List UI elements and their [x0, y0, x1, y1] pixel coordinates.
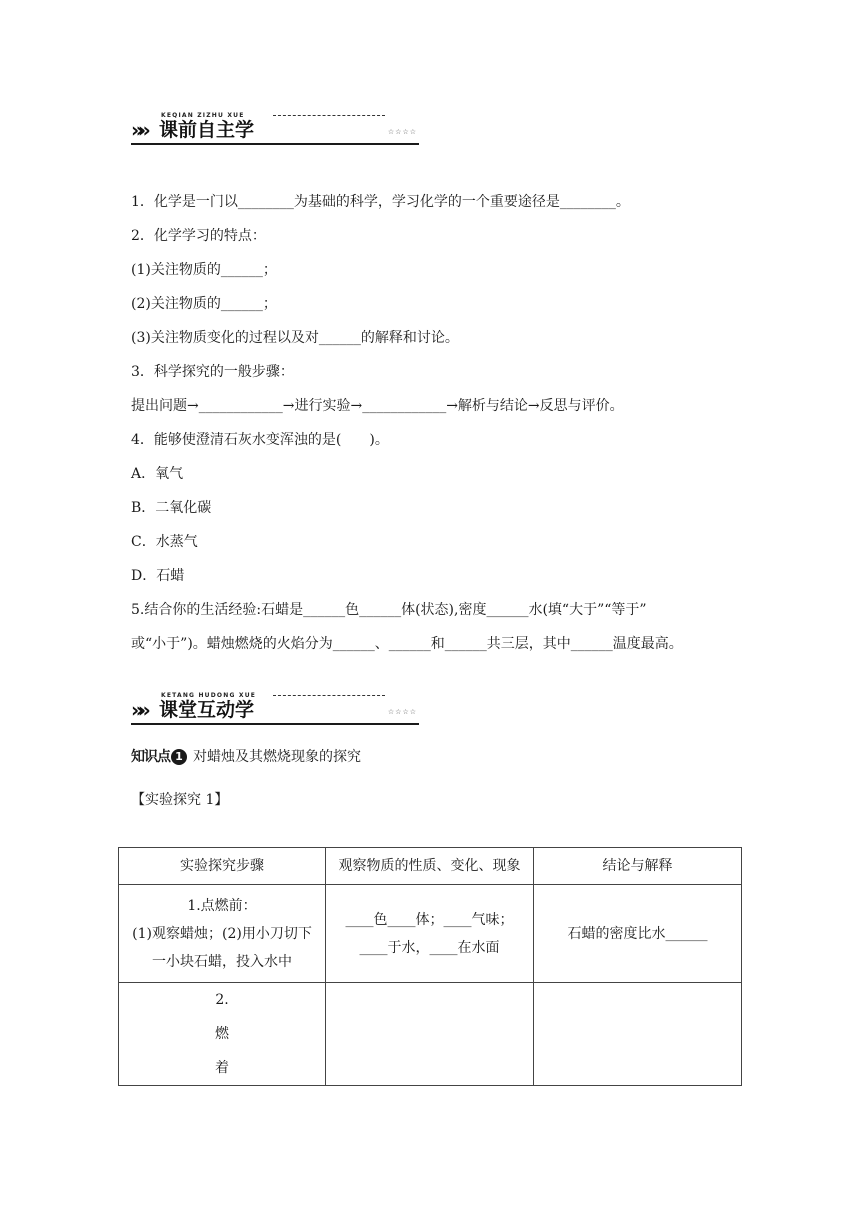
table-cell-observe [326, 983, 534, 1086]
column-header: 观察物质的性质、变化、现象 [326, 848, 534, 885]
table-row [119, 885, 742, 983]
cell-line: 着 [215, 1060, 229, 1076]
cell-line: 1.点燃前： [187, 897, 257, 914]
question-line: 提出问题→____________→进行实验→____________→解析与结论→反思与评价。 [131, 398, 624, 414]
experiment-table [118, 847, 742, 1086]
answer-option: C．水蒸气 [131, 534, 198, 550]
header-underline [131, 723, 419, 725]
number-badge-icon: 1 [171, 749, 187, 765]
cell-line: ____于水，____在水面 [359, 939, 500, 956]
knowledge-point-label: 知识点 [131, 749, 170, 765]
question-line: 或“小于”)。蜡烛燃烧的火焰分为______、______和______共三层，其中______温度最高。 [131, 636, 683, 652]
cell-line: (1)观察蜡烛；(2)用小刀切下 [132, 925, 312, 942]
table-row [119, 983, 742, 1086]
question-line: (1)关注物质的______； [131, 262, 277, 278]
question-line: 4．能够使澄清石灰水变浑浊的是( )。 [131, 432, 389, 448]
header-dashed-line [273, 695, 385, 696]
question-line: 5.结合你的生活经验:石蜡是______色______体(状态),密度______水(填“大于”“等于” [131, 602, 647, 618]
star-rating-icon: ☆☆☆☆ [387, 128, 417, 136]
answer-option: A．氧气 [131, 466, 184, 482]
cell-line: 2. [215, 992, 229, 1008]
experiment-title: 【实验探究 1】 [131, 792, 229, 808]
question-line: 3．科学探究的一般步骤： [131, 364, 294, 380]
cell-line: 一小块石蜡，投入水中 [152, 953, 292, 970]
answer-option: B．二氧化碳 [131, 500, 212, 516]
table-cell-step [119, 983, 326, 1086]
question-line: (3)关注物质变化的过程以及对______的解释和讨论。 [131, 330, 459, 346]
column-header: 实验探究步骤 [119, 848, 326, 885]
star-rating-icon: ☆☆☆☆ [387, 708, 417, 716]
section-pinyin: KETANG HUDONG XUE [161, 692, 257, 699]
section-header-preclass [131, 112, 419, 148]
cell-line: 燃 [215, 1026, 229, 1042]
header-underline [131, 143, 419, 145]
column-header: 结论与解释 [534, 848, 742, 885]
cell-line: ____色____体；____气味； [345, 911, 514, 928]
answer-option: D．石蜡 [131, 568, 185, 584]
table-cell-conclusion: 石蜡的密度比水______ [534, 885, 742, 983]
section-title: 课堂互动学 [159, 699, 255, 721]
question-line: (2)关注物质的______； [131, 296, 277, 312]
question-line: 2．化学学习的特点： [131, 228, 266, 244]
section-header-inclass [131, 692, 419, 728]
table-cell-step [119, 885, 326, 983]
table-cell-observe [326, 885, 534, 983]
header-dashed-line [273, 115, 385, 116]
question-line: 1．化学是一门以________为基础的科学，学习化学的一个重要途径是________。 [131, 194, 630, 210]
table-header-row [119, 848, 742, 885]
knowledge-point-text: 对蜡烛及其燃烧现象的探究 [193, 749, 361, 765]
section-pinyin: KEQIAN ZIZHU XUE [161, 112, 245, 119]
section-title: 课前自主学 [159, 119, 255, 141]
table-cell-conclusion [534, 983, 742, 1086]
chevron-icon: »» [131, 118, 145, 142]
chevron-icon: »» [131, 698, 145, 722]
knowledge-point [131, 746, 361, 770]
